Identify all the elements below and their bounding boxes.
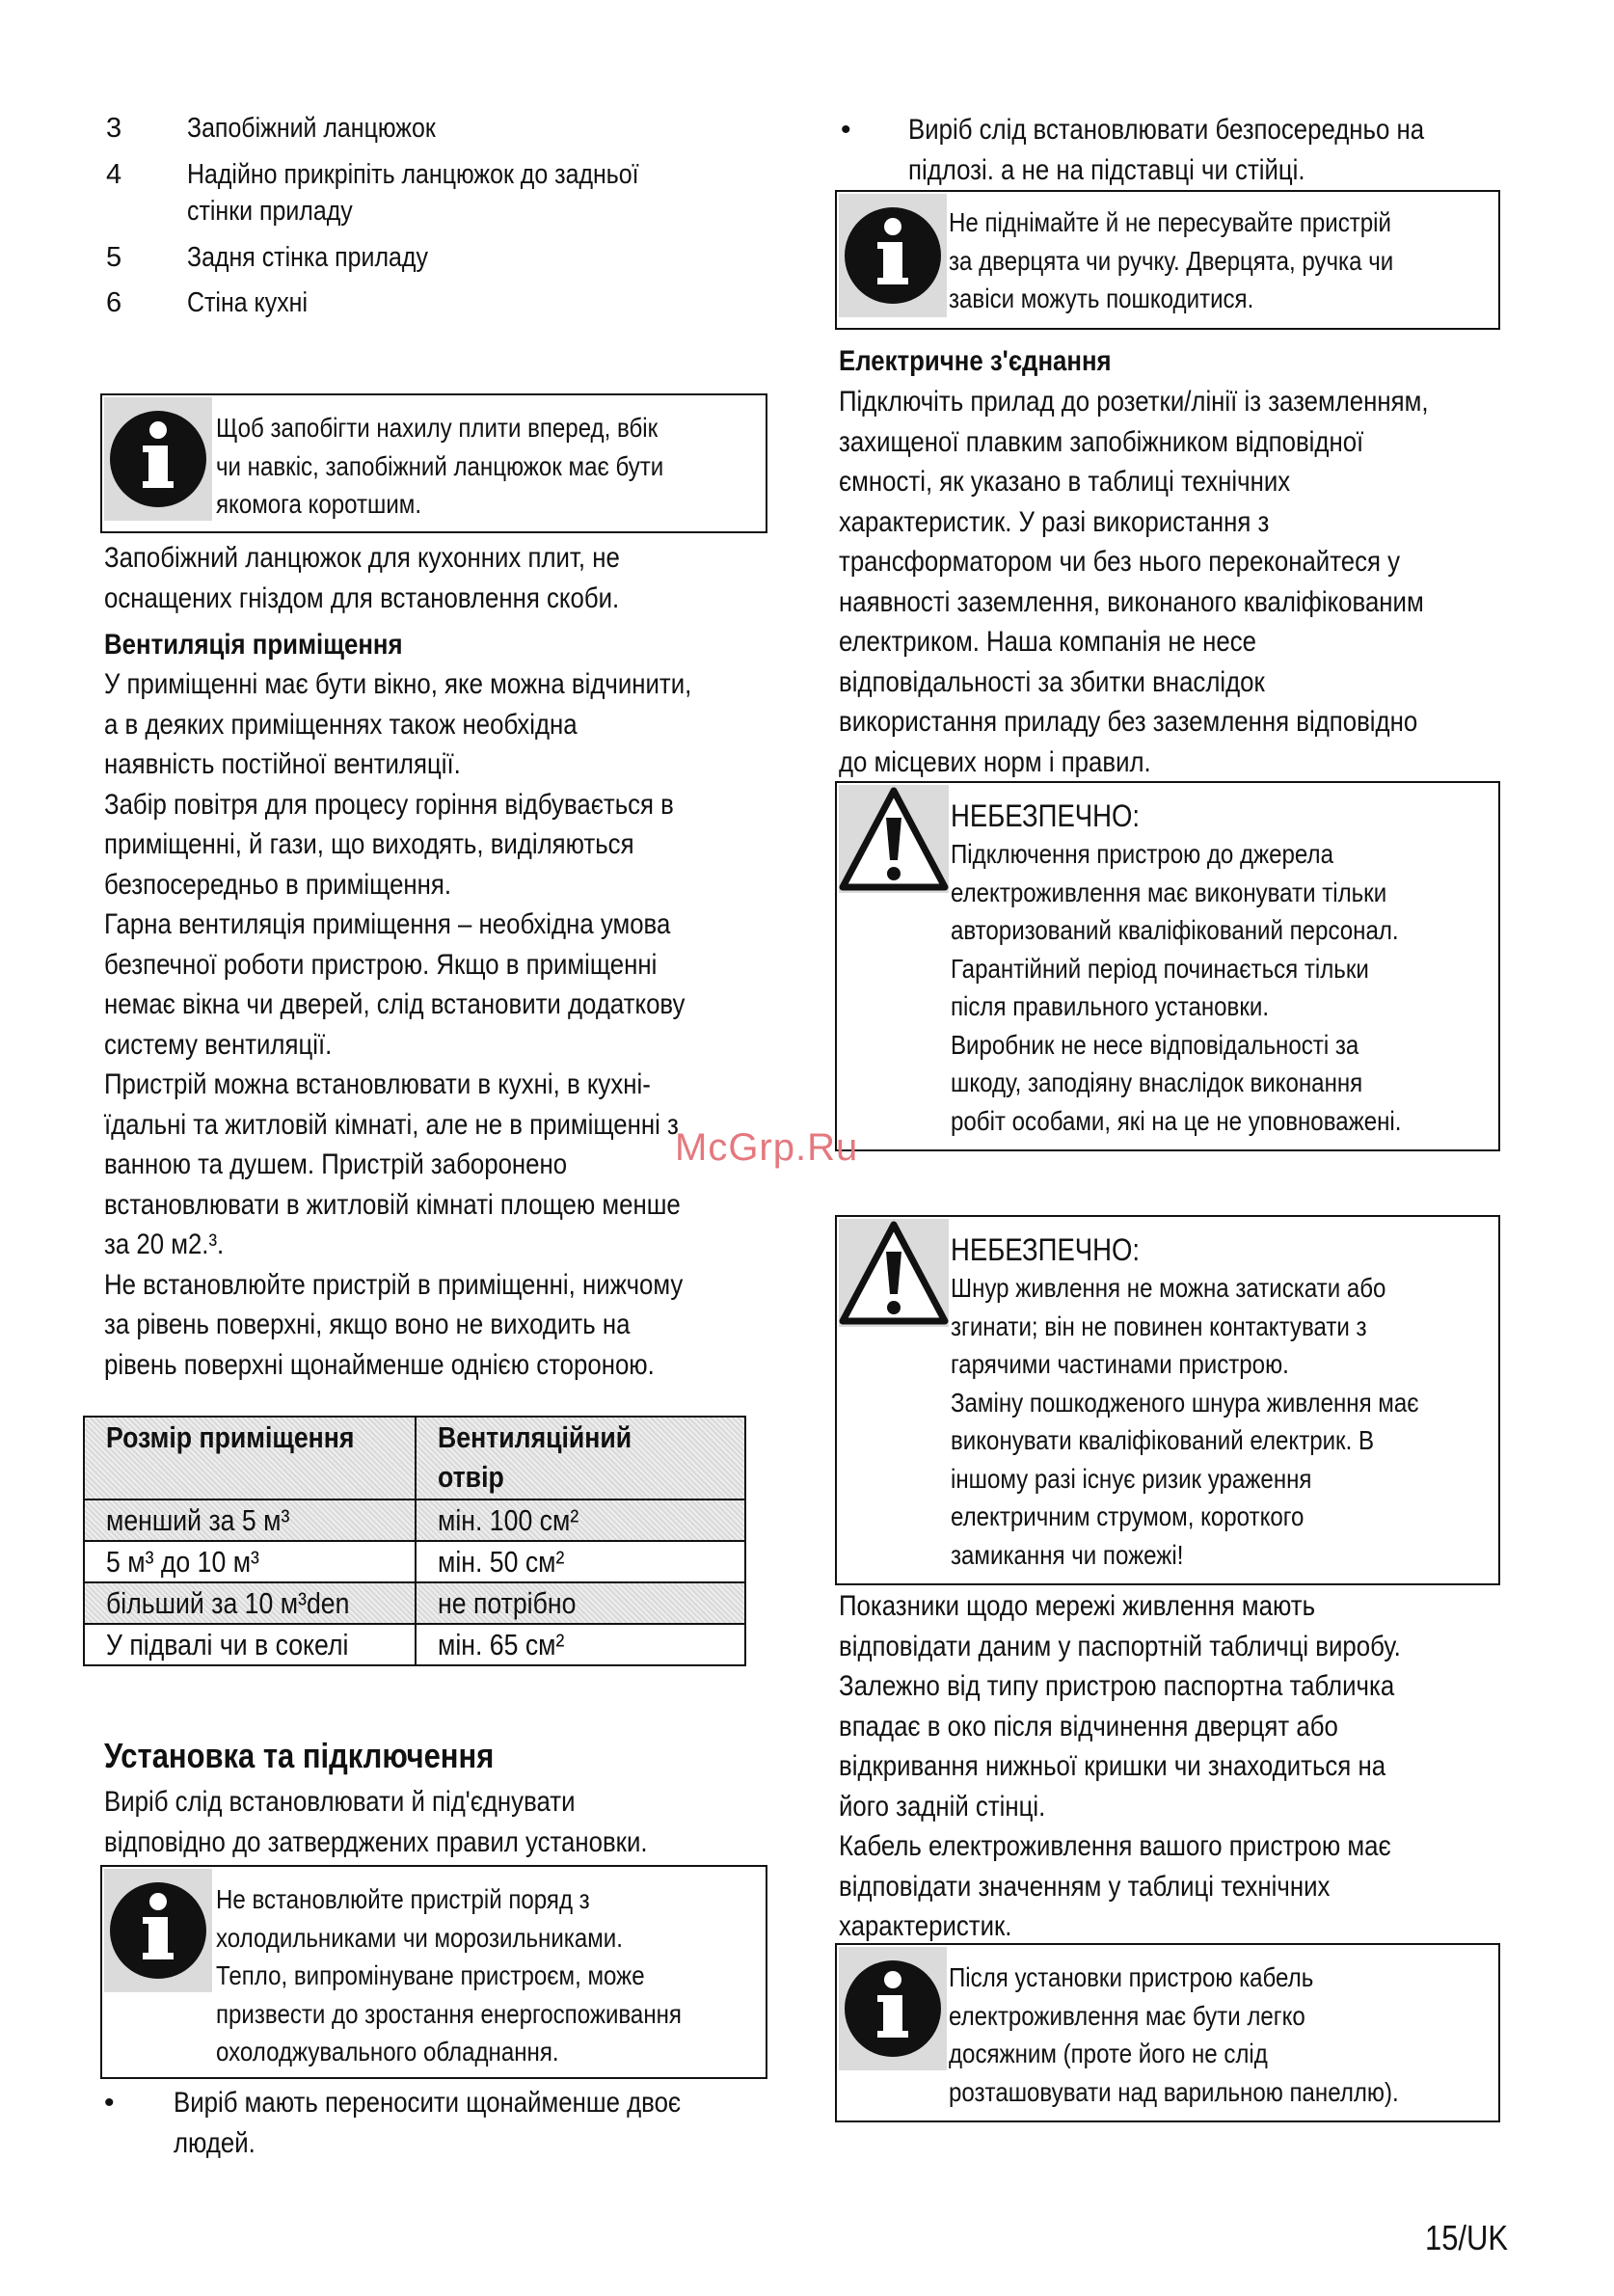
mains-text: Показники щодо мережі живлення мають відповідати даним у паспортній табличці виробу. Залежно від типу пристрою паспортна табличка впадає в око після відчинення дверцят або відкривання нижньої кришки чи знаходиться на його задній стінці. Кабель електроживлення вашого пристрою має відповідати значенням у таблиці технічних характеристик. [839,1590,1401,1942]
danger-title: НЕБЕЗПЕЧНО: [951,1232,1141,1267]
danger-text-line: іншому разі існує ризик ураження [951,1463,1312,1494]
danger-text-line: електричним струмом, короткого [951,1501,1305,1531]
danger-text-line: Підключення пристрою до джерела [951,839,1333,869]
danger-text-line: Шнур живлення не можна затискати або [951,1273,1386,1303]
info-text-line: електроживлення має бути легко [949,2000,1305,2031]
table-row: У підвалі чи в сокелі мін. 65 см² [84,1624,745,1665]
installation-heading: Установка та підключення [104,1736,495,1775]
info-text-line: Не встановлюйте пристрій поряд з [216,1884,590,1914]
info-icon [839,194,947,317]
info-text-line: досяжним (проте його не слід [949,2039,1268,2068]
danger-text-line: замикання чи пожежі! [951,1539,1184,1570]
info-icon [104,1869,212,1992]
table-header-row [84,1417,745,1499]
warning-icon [839,785,949,893]
danger-text-line: шкоду, заподіяну внаслідок виконання [951,1067,1363,1097]
bullet-dot: • [841,114,851,146]
numbered-list: 3 Запобіжний ланцюжок 4 Надійно прикріпіть ланцюжок до задньої стінки приладу 5 Задня стінка приладу 6 Стіна кухні [106,113,639,318]
electrical-text: Підключіть прилад до розетки/лінії із заземленням, захищеної плавким запобіжником відповідної ємності, як указано в таблиці технічних характеристик. У разі використання з трансформатором чи без нього переконайтеся у наявності заземлення, виконаного кваліфікованим електриком. Наша компанія не несе відповідальності за збитки внаслідок використання приладу без заземлення відповідно до місцевих норм і правил. [839,386,1429,778]
chain-note: Запобіжний ланцюжок для кухонних плит, не оснащених гніздом для встановлення скоби. [104,542,620,614]
table-header: Розмір приміщення [106,1420,355,1454]
danger-text-line: робіт особами, які на це не уповноважені. [951,1105,1402,1136]
info-text-line: за дверцята чи ручку. Дверцята, ручка чи [949,245,1394,276]
info-text-line: розташовувати над варильною панеллю). [949,2076,1399,2107]
bullet-carry: Виріб мають переносити щонайменше двоє людей. [174,2087,682,2159]
info-text-line: Щоб запобігти нахилу плити вперед, вбік [216,413,659,443]
info-text-line: завіси можуть пошкодитися. [949,284,1254,313]
info-box-tilt [100,393,767,533]
danger-box-cord [835,1215,1500,1585]
info-text-line: холодильниками чи морозильниками. [216,1922,623,1953]
ventilation-heading: Вентиляція приміщення [104,629,403,661]
danger-text-line: авторизований кваліфікований персонал. [951,915,1399,945]
installation-text: Виріб слід встановлювати й під'єднувати відповідно до затверджених правил установки. [104,1786,648,1858]
info-text-line: чи навкіс, запобіжний ланцюжок має бути [216,450,664,481]
danger-text-line: Виробник не несе відповідальності за [951,1029,1359,1060]
info-text-line: охолоджувального обладнання. [216,2037,559,2066]
info-box-door [835,190,1500,330]
danger-text-line: згинати; він не повинен контактувати з [951,1310,1367,1341]
table-row: менший за 5 м³ мін. 100 см² [84,1499,745,1541]
danger-text-line: після правильного установки. [951,991,1270,1021]
info-icon [839,1947,947,2070]
danger-text-line: гарячими частинами пристрою. [951,1349,1289,1379]
danger-text-line: електроживлення має виконувати тільки [951,877,1387,907]
watermark: McGrp.Ru [675,1126,859,1169]
info-icon [104,397,212,521]
bullet-floor: Виріб слід встановлювати безпосередньо на підлозі. а не на підставці чи стійці. [908,114,1425,186]
info-text-line: Тепло, випромінуване пристроєм, може [216,1960,645,1990]
table-header: Вентиляційний отвір [438,1420,632,1494]
info-text-line: призвести до зростання енергоспоживання [216,1998,682,2029]
ventilation-text: У приміщенні має бути вікно, яке можна відчинити, а в деяких приміщеннях також необхідна наявність постійної вентиляції. Забір повітря для процесу горіння відбувається в приміщенні, й гази, що виходять, виділяються безпосередньо в приміщення. Гарна вентиляція приміщення – необхідна умова безпечної роботи пристрою. Якщо в приміщенні немає вікна чи дверей, слід встановити додаткову систему вентиляції. Пристрій можна встановлювати в кухні, в кухні- їдальні та житловій кімнаті, але не в приміщенні з ванною та душем. Пристрій заборонено встановлювати в житловій кімнаті площею менше за 20 м2.³. Не встановлюйте пристрій в приміщенні, нижчому за рівень поверхні, якщо воно не виходить на рівень поверхні щонайменше однією стороною. [104,668,692,1381]
danger-text-line: Гарантійний період починається тільки [951,953,1369,984]
electrical-heading: Електричне з'єднання [839,345,1112,377]
danger-text-line: виконувати кваліфікований електрик. В [951,1425,1375,1455]
danger-text-line: Заміну пошкодженого шнура живлення має [951,1387,1419,1418]
info-text-line: Не піднімайте й не пересувайте пристрій [949,207,1391,237]
info-text-line: Після установки пристрою кабель [949,1962,1314,1992]
table-row: 5 м³ до 10 м³ мін. 50 см² [84,1541,745,1582]
info-box-fridge [100,1865,767,2079]
danger-title: НЕБЕЗПЕЧНО: [951,798,1141,833]
page-number: 15/UK [1425,2218,1509,2257]
danger-box-connection [835,781,1500,1151]
warning-icon [839,1219,949,1327]
ventilation-table [83,1416,746,1666]
bullet-dot: • [104,2087,115,2119]
info-box-cable [835,1943,1500,2122]
table-row: більший за 10 м³den не потрібно [84,1582,745,1624]
info-text-line: якомога коротшим. [216,489,422,519]
